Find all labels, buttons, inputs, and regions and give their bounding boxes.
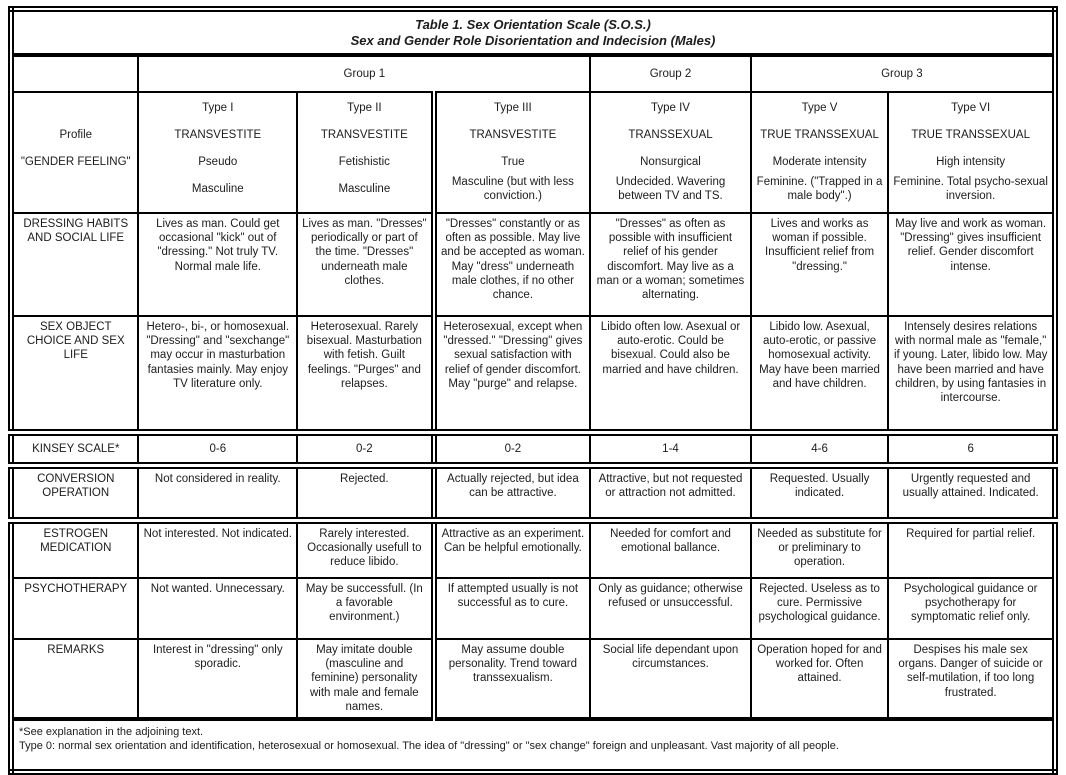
cell-remarks-type4: Social life dependant upon circumstances. bbox=[590, 639, 751, 719]
cell-sexobj-type3: Heterosexual, except when "dressed." "Dressing" gives sexual satisfaction with relief of gender discomfort. May "purge" and relapse. bbox=[434, 316, 591, 433]
profile-type2 bbox=[297, 92, 434, 213]
cell-estrogen-type3: Attractive as an experiment. Can be helpful emotionally. bbox=[434, 521, 591, 579]
footnote-line1: *See explanation in the adjoining text. bbox=[19, 726, 204, 739]
type-subtitle: High intensity bbox=[936, 155, 1006, 168]
type-label: Type III bbox=[494, 101, 532, 114]
row-header-psychotherapy: PSYCHOTHERAPY bbox=[11, 578, 138, 639]
type-name: TRANSVESTITE bbox=[469, 128, 557, 141]
title-line2: Sex and Gender Role Disorientation and Indecision (Males) bbox=[350, 32, 716, 48]
profile-label: Profile bbox=[59, 128, 93, 141]
cell-sexobj-type2: Heterosexual. Rarely bisexual. Masturbation with fetish. Guilt feelings. "Purges" and relapses. bbox=[297, 316, 434, 433]
type-label: Type I bbox=[202, 101, 234, 114]
footnote-row bbox=[11, 719, 1055, 772]
cell-dressing-type1: Lives as man. Could get occasional "kick" out of "dressing." Not truly TV. Normal male life. bbox=[138, 213, 297, 316]
type-label: Type V bbox=[801, 101, 838, 114]
remarks-row bbox=[11, 639, 1055, 719]
type-label: Type II bbox=[347, 101, 382, 114]
cell-sexobj-type6: Intensely desires relations with normal male as "female," if young. Later, libido low. May have been married and have children, by using fantasies in intercourse. bbox=[888, 316, 1055, 433]
group-header-1: Group 1 bbox=[138, 55, 590, 92]
type-name: TRANSSEXUAL bbox=[628, 128, 713, 141]
profile-type5 bbox=[751, 92, 889, 213]
footnote-line2: Type 0: normal sex orientation and identification, heterosexual or homosexual. The idea of "dressing" or "sex change" foreign and unpleasant. Vast majority of all people. bbox=[19, 740, 839, 753]
cell-estrogen-type5: Needed as substitute for or preliminary to operation. bbox=[751, 521, 889, 579]
group-header-3: Group 3 bbox=[751, 55, 1055, 92]
cell-kinsey-type2: 0-2 bbox=[297, 433, 434, 466]
conversion-row bbox=[11, 466, 1055, 521]
row-header-remarks: REMARKS bbox=[11, 639, 138, 719]
row-header-dressing: DRESSING HABITS AND SOCIAL LIFE bbox=[11, 213, 138, 316]
footnote bbox=[11, 719, 1055, 772]
cell-kinsey-type1: 0-6 bbox=[138, 433, 297, 466]
sex-object-row bbox=[11, 316, 1055, 433]
profile-type1 bbox=[138, 92, 297, 213]
kinsey-row bbox=[11, 433, 1055, 466]
cell-estrogen-type4: Needed for comfort and emotional ballance. bbox=[590, 521, 751, 579]
cell-estrogen-type1: Not interested. Not indicated. bbox=[138, 521, 297, 579]
row-header-estrogen: ESTROGEN MEDICATION bbox=[11, 521, 138, 579]
type-feeling: Masculine bbox=[338, 182, 391, 195]
profile-type6 bbox=[888, 92, 1055, 213]
type-name: TRANSVESTITE bbox=[320, 128, 408, 141]
cell-kinsey-type5: 4-6 bbox=[751, 433, 889, 466]
group-header-2: Group 2 bbox=[590, 55, 751, 92]
title-row bbox=[11, 9, 1055, 55]
cell-kinsey-type6: 6 bbox=[888, 433, 1055, 466]
cell-remarks-type6: Despises his male sex organs. Danger of suicide or self-mutilation, if too long frustrated. bbox=[888, 639, 1055, 719]
cell-dressing-type5: Lives and works as woman if possible. Insufficient relief from "dressing." bbox=[751, 213, 889, 316]
cell-estrogen-type6: Required for partial relief. bbox=[888, 521, 1055, 579]
cell-dressing-type2: Lives as man. "Dresses" periodically or part of the time. "Dresses" underneath male clothes. bbox=[297, 213, 434, 316]
cell-sexobj-type1: Hetero-, bi-, or homosexual. "Dressing" and "sexchange" may occur in masturbation fantasies mainly. May enjoy TV literature only. bbox=[138, 316, 297, 433]
cell-conversion-type1: Not considered in reality. bbox=[138, 466, 297, 521]
sos-table bbox=[8, 6, 1058, 775]
type-label: Type VI bbox=[951, 101, 991, 114]
profile-row bbox=[11, 92, 1055, 213]
row-header-sex-object: SEX OBJECT CHOICE AND SEX LIFE bbox=[11, 316, 138, 433]
row-header-kinsey: KINSEY SCALE* bbox=[11, 433, 138, 466]
type-feeling: Masculine bbox=[191, 182, 244, 195]
cell-remarks-type1: Interest in "dressing" only sporadic. bbox=[138, 639, 297, 719]
estrogen-row bbox=[11, 521, 1055, 579]
type-subtitle: True bbox=[501, 155, 525, 168]
type-feeling: Undecided. Wavering between TV and TS. bbox=[615, 176, 726, 202]
row-header-profile bbox=[11, 92, 138, 213]
row-header-conversion: CONVERSION OPERATION bbox=[11, 466, 138, 521]
type-subtitle: Nonsurgical bbox=[640, 155, 701, 168]
type-subtitle: Pseudo bbox=[198, 155, 238, 168]
cell-estrogen-type2: Rarely interested. Occasionally usefull to reduce libido. bbox=[297, 521, 434, 579]
cell-remarks-type2: May imitate double (masculine and feminine) personality with male and female names. bbox=[297, 639, 434, 719]
cell-psycho-type2: May be successfull. (In a favorable environment.) bbox=[297, 578, 434, 639]
cell-psycho-type1: Not wanted. Unnecessary. bbox=[138, 578, 297, 639]
cell-remarks-type5: Operation hoped for and worked for. Often attained. bbox=[751, 639, 889, 719]
corner-cell bbox=[11, 55, 138, 92]
cell-dressing-type6: May live and work as woman. "Dressing" gives insufficient relief. Gender discomfort intense. bbox=[888, 213, 1055, 316]
cell-sexobj-type4: Libido often low. Asexual or auto-erotic. Could be bisexual. Could also be married and have children. bbox=[590, 316, 751, 433]
profile-spacer bbox=[18, 176, 133, 203]
dressing-row bbox=[11, 213, 1055, 316]
profile-spacer bbox=[18, 95, 133, 122]
type-name: TRANSVESTITE bbox=[174, 128, 262, 141]
cell-kinsey-type3: 0-2 bbox=[434, 433, 591, 466]
type-feeling: Feminine. ("Trapped in a male body".) bbox=[756, 176, 883, 202]
cell-psycho-type3: If attempted usually is not successful as to cure. bbox=[434, 578, 591, 639]
type-subtitle: Fetishistic bbox=[338, 155, 390, 168]
cell-kinsey-type4: 1-4 bbox=[590, 433, 751, 466]
type-feeling: Masculine (but with less conviction.) bbox=[451, 176, 574, 202]
cell-conversion-type3: Actually rejected, but idea can be attractive. bbox=[434, 466, 591, 521]
title-line1: Table 1. Sex Orientation Scale (S.O.S.) bbox=[415, 16, 651, 32]
type-feeling: Feminine. Total psycho-sexual inversion. bbox=[893, 176, 1048, 202]
table-title bbox=[11, 9, 1055, 55]
cell-conversion-type4: Attractive, but not requested or attraction not admitted. bbox=[590, 466, 751, 521]
type-label: Type IV bbox=[650, 101, 690, 114]
type-name: TRUE TRANSSEXUAL bbox=[911, 128, 1030, 141]
cell-dressing-type3: "Dresses" constantly or as often as possible. May live and be accepted as woman. May "dress" underneath male clothes, if no other chance. bbox=[434, 213, 591, 316]
type-subtitle: Moderate intensity bbox=[772, 155, 867, 168]
cell-dressing-type4: "Dresses" as often as possible with insufficient relief of his gender discomfort. May live as a man or a woman; sometimes alternating. bbox=[590, 213, 751, 316]
group-header-row bbox=[11, 55, 1055, 92]
profile-type3 bbox=[434, 92, 591, 213]
cell-sexobj-type5: Libido low. Asexual, auto-erotic, or passive homosexual activity. May have been married and have children. bbox=[751, 316, 889, 433]
cell-psycho-type4: Only as guidance; otherwise refused or unsuccessful. bbox=[590, 578, 751, 639]
gender-feeling-label: "GENDER FEELING" bbox=[20, 155, 131, 168]
cell-psycho-type5: Rejected. Useless as to cure. Permissive psychological guidance. bbox=[751, 578, 889, 639]
type-name: TRUE TRANSSEXUAL bbox=[760, 128, 879, 141]
cell-psycho-type6: Psychological guidance or psychotherapy for symptomatic relief only. bbox=[888, 578, 1055, 639]
profile-type4 bbox=[590, 92, 751, 213]
cell-conversion-type6: Urgently requested and usually attained. Indicated. bbox=[888, 466, 1055, 521]
psychotherapy-row bbox=[11, 578, 1055, 639]
cell-remarks-type3: May assume double personality. Trend toward transsexualism. bbox=[434, 639, 591, 719]
cell-conversion-type5: Requested. Usually indicated. bbox=[751, 466, 889, 521]
cell-conversion-type2: Rejected. bbox=[297, 466, 434, 521]
